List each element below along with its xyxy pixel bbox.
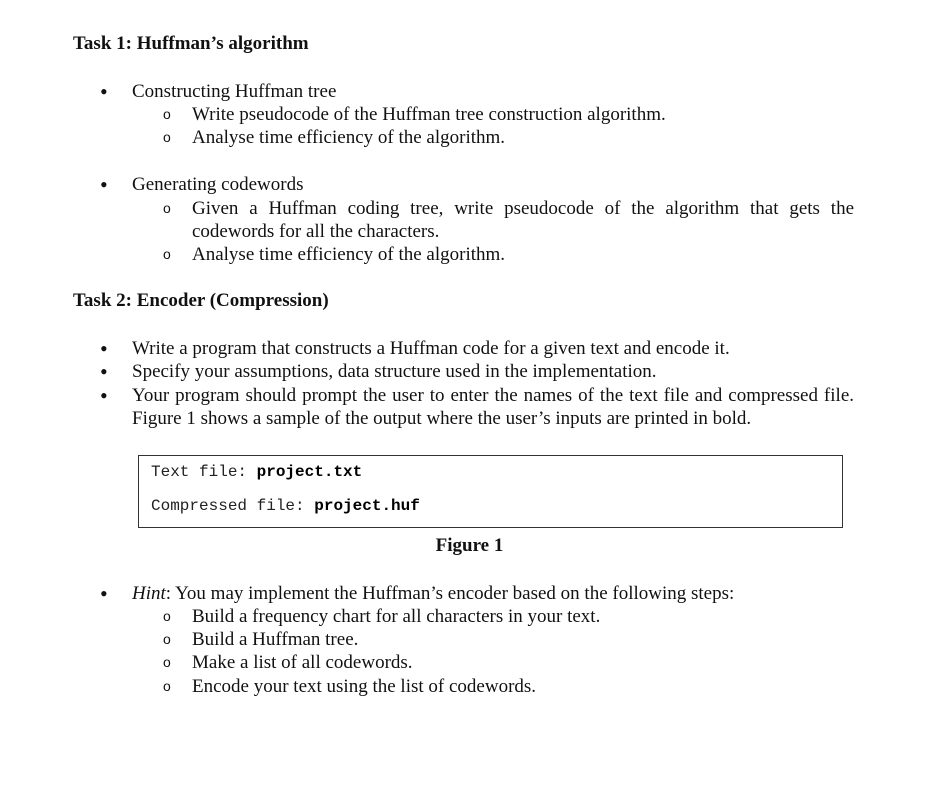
hint-step-frequency: Build a frequency chart for all characters in your text. [192,606,601,627]
sub-bullet-icon: o [163,200,171,216]
task1-heading: Task 1: Huffman’s algorithm [73,33,309,54]
text-file-line [151,462,362,482]
task1-bullet-constructing: Constructing Huffman tree [132,81,337,102]
figure-caption: Figure 1 [435,535,504,556]
text-file-label: Text file: [151,463,257,481]
bullet-icon: • [100,581,108,606]
hint-label: Hint [132,583,166,604]
hint-line [132,582,854,605]
hint-step-encode: Encode your text using the list of codewords. [192,676,537,697]
sample-output-box [138,455,843,528]
compressed-file-line [151,496,420,516]
task1-sub-efficiency: Analyse time efficiency of the algorithm. [192,127,506,148]
task1-bullet-codewords: Generating codewords [132,174,304,195]
task1-sub-codewords-efficiency: Analyse time efficiency of the algorithm. [192,244,506,265]
bullet-icon: • [100,383,108,408]
text-file-input: project.txt [256,463,363,481]
task2-bullet-prompt: Your program should prompt the user to enter the names of the text file and compressed file. Figure 1 shows a sample of the output where the user’s inputs are printed in bold. [132,385,854,429]
task2-bullet-assumptions: Specify your assumptions, data structure used in the implementation. [132,361,657,382]
compressed-file-label: Compressed file: [151,497,315,515]
bullet-icon: • [100,336,108,361]
sub-bullet-icon: o [163,246,171,262]
hint-step-codewords: Make a list of all codewords. [192,652,413,673]
hint-step-tree: Build a Huffman tree. [192,629,359,650]
task1-sub-codewords-pseudocode: Given a Huffman coding tree, write pseudocode of the algorithm that gets the codewords for all the characters. [192,198,854,242]
bullet-icon: • [100,359,108,384]
task1-sub-pseudocode: Write pseudocode of the Huffman tree construction algorithm. [192,104,666,125]
sub-bullet-icon: o [163,106,171,122]
bullet-icon: • [100,172,108,197]
task2-bullet-program: Write a program that constructs a Huffman code for a given text and encode it. [132,338,730,359]
sub-bullet-icon: o [163,654,171,670]
hint-text: : You may implement the Huffman’s encoder based on the following steps: [165,583,735,604]
bullet-icon: • [100,79,108,104]
sub-bullet-icon: o [163,678,171,694]
sub-bullet-icon: o [163,608,171,624]
task2-heading: Task 2: Encoder (Compression) [73,290,329,311]
sub-bullet-icon: o [163,129,171,145]
compressed-file-input: project.huf [314,497,420,515]
sub-bullet-icon: o [163,631,171,647]
